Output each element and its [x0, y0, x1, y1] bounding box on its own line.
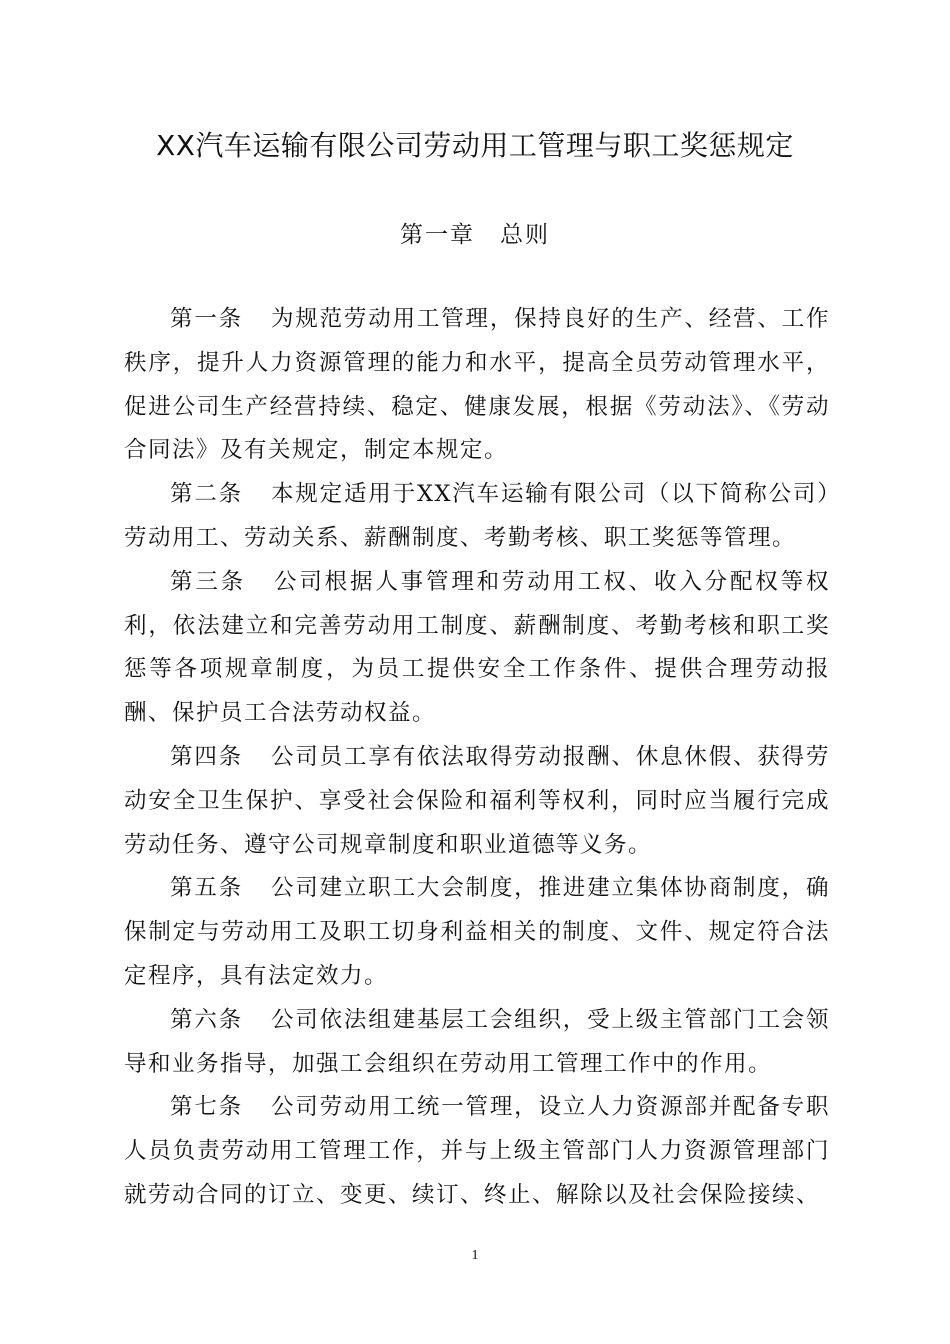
article-label: 第一条: [170, 306, 243, 332]
article-text: 公司根据人事管理和劳动用工权、收入分配权等权利，依法建立和完善劳动用工制度、薪酬制度、考勤考核和职工奖惩等各项规章制度，为员工提供安全工作条件、提供合理劳动报酬、保护员工合法劳动权益。: [124, 568, 830, 727]
article-1: [124, 298, 830, 473]
article-7: [124, 1086, 830, 1217]
article-5: [124, 867, 830, 998]
article-text: 公司依法组建基层工会组织，受上级主管部门工会领导和业务指导，加强工会组织在劳动用工管理工作中的作用。: [124, 1006, 830, 1077]
article-text: 本规定适用于XX汽车运输有限公司（以下简称公司）劳动用工、劳动关系、薪酬制度、考勤考核、职工奖惩等管理。: [124, 481, 830, 551]
article-label: 第四条: [170, 743, 243, 770]
page-number: 1: [471, 1248, 479, 1263]
article-6: [124, 999, 830, 1087]
document-title: XX汽车运输有限公司劳动用工管理与职工奖惩规定: [156, 129, 794, 162]
article-4: [124, 736, 830, 867]
article-label: 第六条: [170, 1006, 243, 1033]
article-2: [124, 473, 830, 561]
chapter-heading: 第一章 总则: [400, 222, 550, 248]
article-text: 为规范劳动用工管理，保持良好的生产、经营、工作秩序，提升人力资源管理的能力和水平，提高全员劳动管理水平，促进公司生产经营持续、稳定、健康发展，根据《劳动法》、《劳动合同法》及有关规定，制定本规定。: [124, 306, 830, 464]
article-label: 第三条: [170, 568, 246, 595]
article-label: 第二条: [170, 481, 243, 508]
article-text: 公司建立职工大会制度，推进建立集体协商制度，确保制定与劳动用工及职工切身利益相关的制度、文件、规定符合法定程序，具有法定效力。: [124, 875, 830, 989]
article-text: 公司员工享有依法取得劳动报酬、休息休假、获得劳动安全卫生保护、享受社会保险和福利等权利，同时应当履行完成劳动任务、遵守公司规章制度和职业道德等义务。: [124, 743, 830, 858]
article-text: 公司劳动用工统一管理，设立人力资源部并配备专职人员负责劳动用工管理工作，并与上级主管部门人力资源管理部门就劳动合同的订立、变更、续订、终止、解除以及社会保险接续、: [124, 1094, 830, 1208]
article-label: 第七条: [170, 1094, 243, 1121]
article-label: 第五条: [170, 875, 243, 902]
article-3: [124, 561, 830, 736]
document-body: [124, 298, 830, 1218]
